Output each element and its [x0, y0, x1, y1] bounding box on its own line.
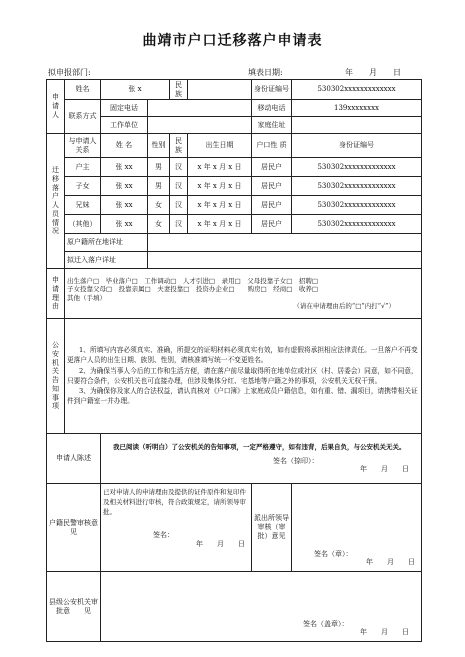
- statement-section-label: 申请人陈述: [47, 434, 101, 484]
- reason-line-1: 出生落户□ 毕业落户□ 工作调动□ 人才引进□ 录用□ 父母投靠子女□ 招聘□: [67, 277, 318, 286]
- row-sex[interactable]: 女: [148, 196, 170, 215]
- row-name[interactable]: 张 xx: [101, 177, 148, 196]
- row-relation[interactable]: （其他）: [65, 215, 101, 234]
- row-name[interactable]: 张 xx: [101, 215, 148, 234]
- police-sign: 签名：: [153, 531, 174, 540]
- table-row: [47, 215, 422, 234]
- work-label: 工作单位: [101, 117, 148, 134]
- row-dob[interactable]: x 年 x 月 x 日: [188, 215, 252, 234]
- date-fill: 年 月 日: [345, 68, 401, 77]
- row-hukou[interactable]: 居民户: [252, 215, 292, 234]
- address-label: 家庭住址: [252, 117, 292, 134]
- col-sex: 性别: [148, 134, 170, 158]
- col-dob: 出生日期: [188, 134, 252, 158]
- name-value[interactable]: 张 x: [101, 80, 170, 100]
- notice-p1: 1、所填写内容必须真实、准确，所提交的证明材料必须真实有效，如有虚假将承担相应法律责任。一旦落户不再变更落户人员的出生日期、族别、性别，请核准填写统一不变更姓名。: [67, 346, 418, 365]
- reason-note: （请在申请理由后的“□”内打“√”）: [293, 301, 395, 310]
- row-ethnic[interactable]: 汉: [170, 215, 188, 234]
- col-hukou: 户口性 质: [252, 134, 292, 158]
- police-text: 已对申请人的申请理由及提供的证件原件和复印件及相关材料进行审核，符合政策规定，请所领导审批。: [103, 488, 246, 516]
- origin-label: 原户籍所在地详址: [65, 234, 148, 252]
- form-title: 曲靖市户口迁移落户申请表: [142, 33, 323, 49]
- police-body[interactable]: [101, 484, 252, 572]
- contact-label: 联系方式: [65, 100, 101, 134]
- notice-section-label: 公安机关告知事项: [47, 319, 65, 434]
- row-relation[interactable]: 兄妹: [65, 196, 101, 215]
- row-ethnic[interactable]: 汉: [170, 158, 188, 177]
- row-dob[interactable]: x 年 x 月 x 日: [188, 196, 252, 215]
- statement-text: 我已阅读（听明白）了公安机关的告知事项，一定严格遵守，如有违背，后果自负，与公安机关无关。: [113, 442, 406, 451]
- members-section-label: 迁移落户人员情况: [47, 134, 65, 269]
- row-ethnic[interactable]: 汉: [170, 196, 188, 215]
- table-row: [47, 177, 422, 196]
- target-label: 拟迁入落户详址: [65, 252, 148, 269]
- row-sex[interactable]: 男: [148, 177, 170, 196]
- dept-label: 拟申报部门:: [48, 68, 91, 77]
- applicant-section-label: 申请人: [47, 80, 65, 134]
- county-date: 年 月 日: [360, 628, 409, 637]
- notice-p3: 3、为确保你及家人的合法权益，请认真核对《户口簿》上家庭成员户籍信息，如有重、错、漏项目，请携带相关证件到户籍室一并办理。: [67, 387, 418, 405]
- row-hukou[interactable]: 居民户: [252, 158, 292, 177]
- station-sign: 签名（章）：: [314, 549, 353, 558]
- police-date: 年 月 日: [196, 540, 245, 548]
- row-sex[interactable]: 男: [148, 158, 170, 177]
- station-label: 派出所领导审核（审批）意见: [252, 484, 292, 572]
- row-name[interactable]: 张 xx: [101, 158, 148, 177]
- row-dob[interactable]: x 年 x 月 x 日: [188, 177, 252, 196]
- target-value[interactable]: [148, 252, 422, 269]
- row-hukou[interactable]: 居民户: [252, 196, 292, 215]
- table-row: [47, 196, 422, 215]
- notice-body: [65, 319, 422, 434]
- col-id: 身份证编号: [292, 134, 422, 158]
- county-sign: 签名（盖章）：: [303, 619, 349, 628]
- mobile-label: 移动电话: [252, 100, 292, 117]
- application-form: [46, 79, 422, 642]
- row-id[interactable]: 530302xxxxxxxxxxxxx: [292, 215, 422, 234]
- county-body[interactable]: [101, 572, 422, 642]
- row-ethnic[interactable]: 汉: [170, 177, 188, 196]
- date-label: 填表日期:: [248, 68, 283, 77]
- row-relation[interactable]: 户主: [65, 158, 101, 177]
- row-id[interactable]: 530302xxxxxxxxxxxxx: [292, 177, 422, 196]
- police-section-label: 户籍民警审核意见: [47, 484, 101, 572]
- notice-p2: 2、为确保当事人今后的工作和生活方便，请在落户前尽量取得所在地单位或社区（村、居委会）同意，如不同意，只要符合条件，公安机关也可直接办理，但涉及集体分红、宅基地等户籍之外的事项，公安机关无权干预。: [67, 366, 418, 385]
- address-value[interactable]: [292, 117, 422, 134]
- statement-date: 年 月 日: [360, 465, 409, 474]
- name-label: 姓名: [65, 80, 101, 100]
- ethnic-label: 民族: [170, 80, 188, 100]
- station-date: 年 月 日: [366, 558, 415, 567]
- col-ethnic: 民族: [170, 134, 188, 158]
- reason-section-label: 申请理由: [47, 269, 65, 319]
- station-body[interactable]: [292, 484, 422, 572]
- work-value[interactable]: [148, 117, 252, 134]
- col-relation: 与申请人关系: [65, 134, 101, 158]
- ethnic-value[interactable]: [188, 80, 252, 100]
- statement-body[interactable]: [101, 434, 422, 484]
- col-name: 姓 名: [101, 134, 148, 158]
- phone-label: 固定电话: [101, 100, 148, 117]
- row-id[interactable]: 530302xxxxxxxxxxxxx: [292, 196, 422, 215]
- reason-line-3: 其他（手填）: [67, 293, 106, 302]
- row-dob[interactable]: x 年 x 月 x 日: [188, 158, 252, 177]
- id-value[interactable]: 530302xxxxxxxxxxxxx: [292, 80, 422, 100]
- statement-sign: 签名（捺印）：: [273, 456, 319, 465]
- row-sex[interactable]: 女: [148, 215, 170, 234]
- phone-value[interactable]: [148, 100, 252, 117]
- mobile-value[interactable]: 139xxxxxxxx: [292, 100, 422, 117]
- county-section-label: 县级公安机关审批意 见: [47, 572, 101, 642]
- reason-options[interactable]: [65, 269, 422, 319]
- origin-value[interactable]: [148, 234, 422, 252]
- row-id[interactable]: 530302xxxxxxxxxxxxx: [292, 158, 422, 177]
- table-row: [47, 158, 422, 177]
- id-label: 身份证编号: [252, 80, 292, 100]
- row-hukou[interactable]: 居民户: [252, 177, 292, 196]
- row-relation[interactable]: 子女: [65, 177, 101, 196]
- reason-line-2: 子女投靠父母□ 投靠亲属□ 夫妻投靠□ 投资办企业□ 购房□ 经商□ 收养□: [67, 285, 318, 294]
- row-name[interactable]: 张 xx: [101, 196, 148, 215]
